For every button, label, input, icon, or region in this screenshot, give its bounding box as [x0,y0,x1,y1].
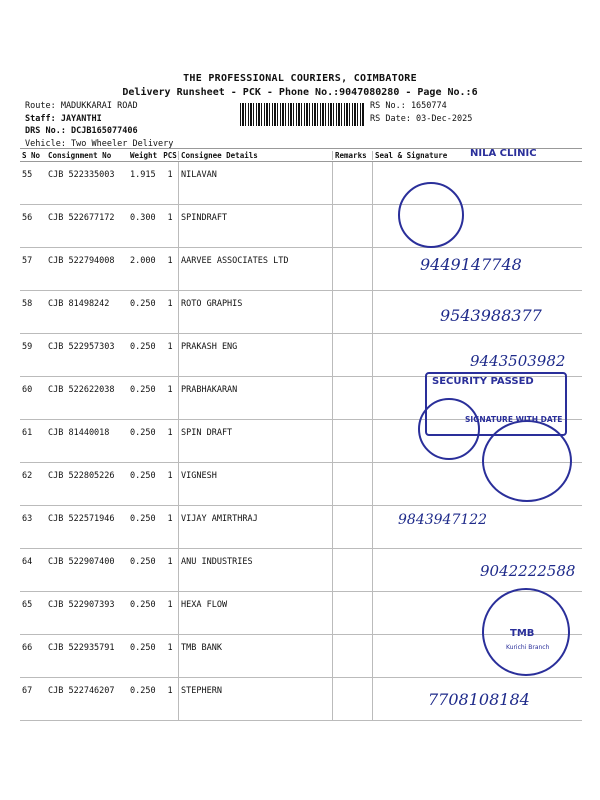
cell-sno: 62 [22,471,33,481]
route-text: Route: MADUKKARAI ROAD [25,101,138,111]
header-remarks: Remarks [332,151,372,160]
handwritten-phone-63: 9843947122 [398,512,488,528]
cell-consignee: ANU INDUSTRIES [178,549,332,591]
cell-weight: 0.250 [130,600,156,610]
header-weight: Weight [130,150,158,160]
drs-text: DRS No.: DCJB165077406 [25,126,138,136]
header-pcs: PCS [163,150,177,160]
security-stamp-title: SECURITY PASSED [432,376,534,387]
cell-consignment: CJB 522571946 [48,514,115,524]
cell-consignment: CJB 522746207 [48,686,115,696]
cell-weight: 0.250 [130,643,156,653]
cell-weight: 2.000 [130,256,156,266]
cell-remarks [332,463,372,505]
handwritten-phone-64: 9042222588 [480,562,576,580]
cell-pcs: 1 [167,600,173,610]
cell-consignee: VIJAY AMIRTHRAJ [178,506,332,548]
cell-consignment: CJB 522794008 [48,256,115,266]
runsheet-meta-right [370,100,472,125]
cell-weight: 1.915 [130,170,156,180]
cell-pcs: 1 [167,557,173,567]
cell-pcs: 1 [167,170,173,180]
cell-remarks [332,420,372,462]
cell-consignee: ROTO GRAPHIS [178,291,332,333]
header-sno: S No [22,150,41,160]
cell-consignee: PRAKASH ENG [178,334,332,376]
header-consignee: Consignee Details [178,151,332,160]
cell-sno: 61 [22,428,33,438]
cell-remarks [332,377,372,419]
cell-weight: 0.250 [130,428,156,438]
header-consignment: Consignment No [48,150,112,160]
cell-consignee: TMB BANK [178,635,332,677]
cell-sno: 66 [22,643,33,653]
cell-pcs: 1 [167,643,173,653]
cell-sno: 63 [22,514,33,524]
cell-sno: 60 [22,385,33,395]
cell-sno: 67 [22,686,33,696]
cell-consignment: CJB 522907393 [48,600,115,610]
cell-consignment: CJB 522935791 [48,643,115,653]
cell-pcs: 1 [167,385,173,395]
handwritten-phone-58: 9543988377 [440,306,542,325]
cell-pcs: 1 [167,256,173,266]
cell-sno: 64 [22,557,33,567]
barcode [240,103,364,126]
cell-sno: 55 [22,170,33,180]
spindraft-round-stamp-2 [418,398,480,460]
cell-weight: 0.250 [130,514,156,524]
security-stamp-sub: SIGNATURE WITH DATE [465,415,563,424]
cell-remarks [332,248,372,290]
cell-sno: 65 [22,600,33,610]
cell-consignee: NILAVAN [178,162,332,204]
cell-consignee: SPIN DRAFT [178,420,332,462]
cell-consignee: VIGNESH [178,463,332,505]
tmb-bank-branch: Kurichi Branch [506,644,550,651]
cell-remarks [332,506,372,548]
cell-consignment: CJB 522677172 [48,213,115,223]
clinic-stamp-name: NILA CLINIC [470,148,537,159]
cell-weight: 0.250 [130,471,156,481]
cell-remarks [332,162,372,204]
cell-pcs: 1 [167,428,173,438]
rs-date-text: RS Date: 03-Dec-2025 [370,113,473,124]
vignesh-round-stamp [482,420,572,502]
cell-pcs: 1 [167,213,173,223]
cell-weight: 0.300 [130,213,156,223]
table-row [20,506,582,549]
cell-consignee: AARVEE ASSOCIATES LTD [178,248,332,290]
cell-remarks [332,678,372,720]
cell-sno: 59 [22,342,33,352]
handwritten-phone-57: 9449147748 [420,255,522,274]
cell-consignee: SPINDRAFT [178,205,332,247]
page-title: THE PROFESSIONAL COURIERS, COIMBATORE [183,73,417,84]
cell-weight: 0.250 [130,342,156,352]
cell-weight: 0.250 [130,686,156,696]
runsheet-meta-left [25,100,173,150]
cell-consignment: CJB 522335003 [48,170,115,180]
cell-remarks [332,549,372,591]
cell-pcs: 1 [167,471,173,481]
cell-consignment: CJB 522622038 [48,385,115,395]
cell-sno: 56 [22,213,33,223]
staff-text: Staff: JAYANTHI [25,113,102,124]
cell-remarks [332,635,372,677]
cell-remarks [332,291,372,333]
cell-consignment: CJB 522805226 [48,471,115,481]
cell-consignee: STEPHERN [178,678,332,720]
tmb-bank-logo: TMB [510,628,535,639]
cell-consignee: HEXA FLOW [178,592,332,634]
page-subtitle: Delivery Runsheet - PCK - Phone No.:9047080280 - Page No.:6 [122,87,478,98]
cell-remarks [332,592,372,634]
rs-no-text: RS No.: 1650774 [370,101,447,111]
handwritten-phone-60: 9443503982 [470,352,566,370]
cell-pcs: 1 [167,299,173,309]
cell-weight: 0.250 [130,557,156,567]
cell-consignment: CJB 81440018 [48,428,110,438]
cell-consignment: CJB 522907400 [48,557,115,567]
cell-remarks [332,334,372,376]
cell-pcs: 1 [167,514,173,524]
cell-pcs: 1 [167,342,173,352]
cell-sno: 58 [22,299,33,309]
spindraft-round-stamp [398,182,464,248]
cell-pcs: 1 [167,686,173,696]
cell-weight: 0.250 [130,385,156,395]
handwritten-phone-67: 7708108184 [428,690,530,709]
cell-sno: 57 [22,256,33,266]
cell-consignment: CJB 522957303 [48,342,115,352]
vehicle-text: Vehicle: Two Wheeler Delivery [25,138,174,149]
cell-weight: 0.250 [130,299,156,309]
cell-consignee: PRABHAKARAN [178,377,332,419]
header-sign: Seal & Signature [372,151,582,160]
cell-consignment: CJB 81498242 [48,299,110,309]
cell-remarks [332,205,372,247]
